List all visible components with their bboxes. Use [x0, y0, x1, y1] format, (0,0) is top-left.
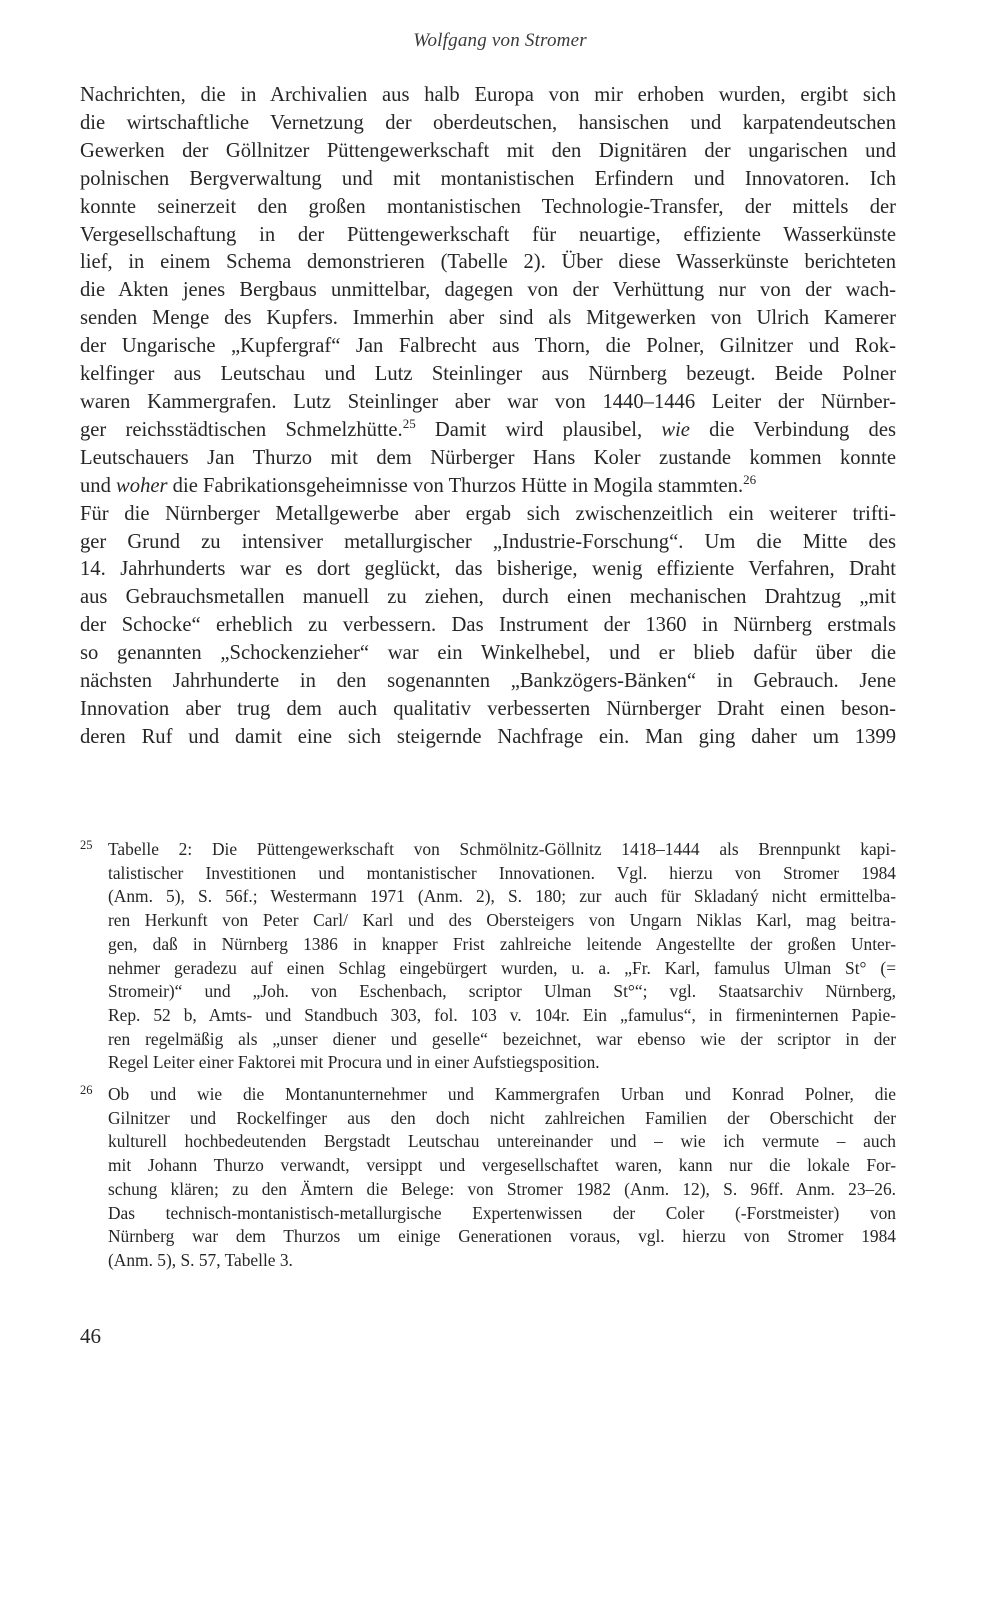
- body-line: senden Menge des Kupfers. Immerhin aber sind als Mitgewerken von Ulrich Kamerer: [80, 307, 896, 330]
- footnote-line: (Anm. 5), S. 56f.; Westermann 1971 (Anm. 2), S. 180; zur auch für Skladaný nicht ermittelba-: [108, 886, 896, 907]
- footnote-line: Nürnberg war dem Thurzos um einige Generationen voraus, vgl. hierzu von Stromer 1984: [108, 1226, 896, 1247]
- footnote-number: 25: [80, 838, 93, 852]
- footnote-line: Ob und wie die Montanunternehmer und Kammergrafen Urban und Konrad Polner, die: [108, 1084, 896, 1105]
- footnote-line: talistischer Investitionen und montanistischer Innovationen. Vgl. hierzu von Stromer 1984: [108, 862, 896, 883]
- footnote-line: Regel Leiter einer Faktorei mit Procura und in einer Aufstiegsposition.: [108, 1052, 600, 1073]
- footnote-ref-25[interactable]: 25: [402, 416, 416, 432]
- body-line: 14. Jahrhunderts war es dort geglückt, das bisherige, wenig effiziente Verfahren, Draht: [80, 558, 896, 581]
- body-line: deren Ruf und damit eine sich steigernde Nachfrage ein. Man ging daher um 1399: [80, 725, 896, 748]
- body-text: [80, 82, 896, 752]
- body-line: der Ungarische „Kupfergraf“ Jan Falbrecht aus Thorn, die Polner, Gilnitzer und Rok-: [80, 335, 896, 358]
- footnote-ref-26[interactable]: 26: [743, 471, 757, 487]
- footnote-line: gen, daß in Nürnberg 1386 in knapper Frist zahlreiche leitende Angestellte der großen Unter-: [108, 933, 896, 954]
- footnote-line: Gilnitzer und Rockelfinger aus den doch nicht zahlreichen Familien der Oberschicht der: [108, 1107, 896, 1128]
- paragraph-2: [80, 501, 896, 752]
- footnotes: [80, 838, 896, 1281]
- text-run: die Fabrikationsgeheimnisse von Thurzos Hütte in Mogila stammten.: [167, 474, 744, 497]
- text-run: ger reichsstädtischen Schmelzhütte.: [80, 418, 403, 441]
- footnote-line: schung klären; zu den Ämtern die Belege: von Stromer 1982 (Anm. 12), S. 96ff. Anm. 23–26.: [108, 1178, 896, 1199]
- footnote-25: [80, 838, 896, 1075]
- body-line: Nachrichten, die in Archivalien aus halb Europa von mir erhoben wurden, ergibt sich: [80, 84, 896, 106]
- text-run: die Verbindung des: [689, 418, 896, 441]
- footnote-line: Stromeir)“ und „Joh. von Eschenbach, scriptor Ulman St°“; vgl. Staatsarchiv Nürnberg,: [108, 981, 896, 1002]
- body-line: lief, in einem Schema demonstrieren (Tabelle 2). Über diese Wasserkünste berichteten: [80, 251, 896, 274]
- body-line: [80, 473, 896, 501]
- paragraph-1: [80, 82, 896, 501]
- body-line: so genannten „Schockenzieher“ war ein Winkelhebel, und er blieb dafür über die: [80, 642, 896, 665]
- running-head: Wolfgang von Stromer: [413, 30, 587, 51]
- footnote-line: ren regelmäßig als „unser diener und geselle“ bezeichnet, war ebenso wie der scriptor in der: [108, 1028, 896, 1049]
- emphasis: woher: [116, 474, 168, 497]
- emphasis: wie: [661, 418, 690, 441]
- footnote-line: mit Johann Thurzo verwandt, versippt und vergesellschaftet waren, kann nur die lokale For-: [108, 1155, 896, 1176]
- body-line: Für die Nürnberger Metallgewerbe aber ergab sich zwischenzeitlich ein weiterer trifti-: [80, 502, 896, 525]
- footnote-26: [80, 1083, 896, 1273]
- body-line: kelfinger aus Leutschau und Lutz Steinlinger aus Nürnberg bezeugt. Beide Polner: [80, 363, 896, 386]
- body-line: Gewerken der Göllnitzer Püttengewerkschaft mit den Dignitären der ungarischen und: [80, 139, 896, 162]
- body-line: Leutschauers Jan Thurzo mit dem Nürberger Hans Koler zustande kommen konnte: [80, 446, 896, 469]
- body-line: die wirtschaftliche Vernetzung der oberdeutschen, hansischen und karpatendeutschen: [80, 111, 896, 134]
- body-line: nächsten Jahrhunderte in den sogenannten „Bankzögers-Bänken“ in Gebrauch. Jene: [80, 670, 896, 693]
- body-line: [80, 417, 896, 445]
- body-line: der Schocke“ erheblich zu verbessern. Das Instrument der 1360 in Nürnberg erstmals: [80, 614, 896, 637]
- footnote-line: Das technisch-montanistisch-metallurgische Expertenwissen der Coler (-Forstmeister) von: [108, 1202, 896, 1223]
- footnote-line: kulturell hochbedeutenden Bergstadt Leutschau untereinander und – wie ich vermute – auch: [108, 1131, 896, 1152]
- text-run: und: [80, 474, 117, 497]
- footnote-line: Rep. 52 b, Amts- und Standbuch 303, fol. 103 v. 104r. Ein „famulus“, in firmeninternen Papie-: [108, 1004, 896, 1025]
- text-run: Damit wird plausibel,: [415, 418, 662, 441]
- footnote-line: nehmer geradezu auf einen Schlag eingebürgert wurden, u. a. „Fr. Karl, famulus Ulman St° (=: [108, 957, 896, 978]
- body-line: Vergesellschaftung in der Püttengewerkschaft für neuartige, effiziente Wasserkünste: [80, 223, 896, 246]
- page-number: 46: [80, 1324, 101, 1348]
- body-line: die Akten jenes Bergbaus unmittelbar, dagegen von der Verhüttung nur von der wach-: [80, 279, 896, 302]
- body-line: Innovation aber trug dem auch qualitativ verbesserten Nürnberger Draht einen beson-: [80, 697, 896, 720]
- body-line: waren Kammergrafen. Lutz Steinlinger aber war von 1440–1446 Leiter der Nürnber-: [80, 390, 896, 413]
- footnote-number: 26: [80, 1083, 93, 1098]
- body-line: aus Gebrauchsmetallen manuell zu ziehen, durch einen mechanischen Drahtzug „mit: [80, 586, 896, 609]
- body-line: polnischen Bergverwaltung und mit montanistischen Erfindern und Innovatoren. Ich: [80, 167, 896, 190]
- footnote-line: ren Herkunft von Peter Carl/ Karl und des Obersteigers von Ungarn Niklas Karl, mag beitra-: [108, 910, 896, 931]
- body-line: ger Grund zu intensiver metallurgischer „Industrie-Forschung“. Um die Mitte des: [80, 530, 896, 553]
- footnote-line: Tabelle 2: Die Püttengewerkschaft von Schmölnitz-Göllnitz 1418–1444 als Brennpunkt kapi-: [108, 839, 896, 859]
- body-line: konnte seinerzeit den großen montanistischen Technologie-Transfer, der mittels der: [80, 195, 896, 218]
- footnote-line: (Anm. 5), S. 57, Tabelle 3.: [108, 1249, 293, 1270]
